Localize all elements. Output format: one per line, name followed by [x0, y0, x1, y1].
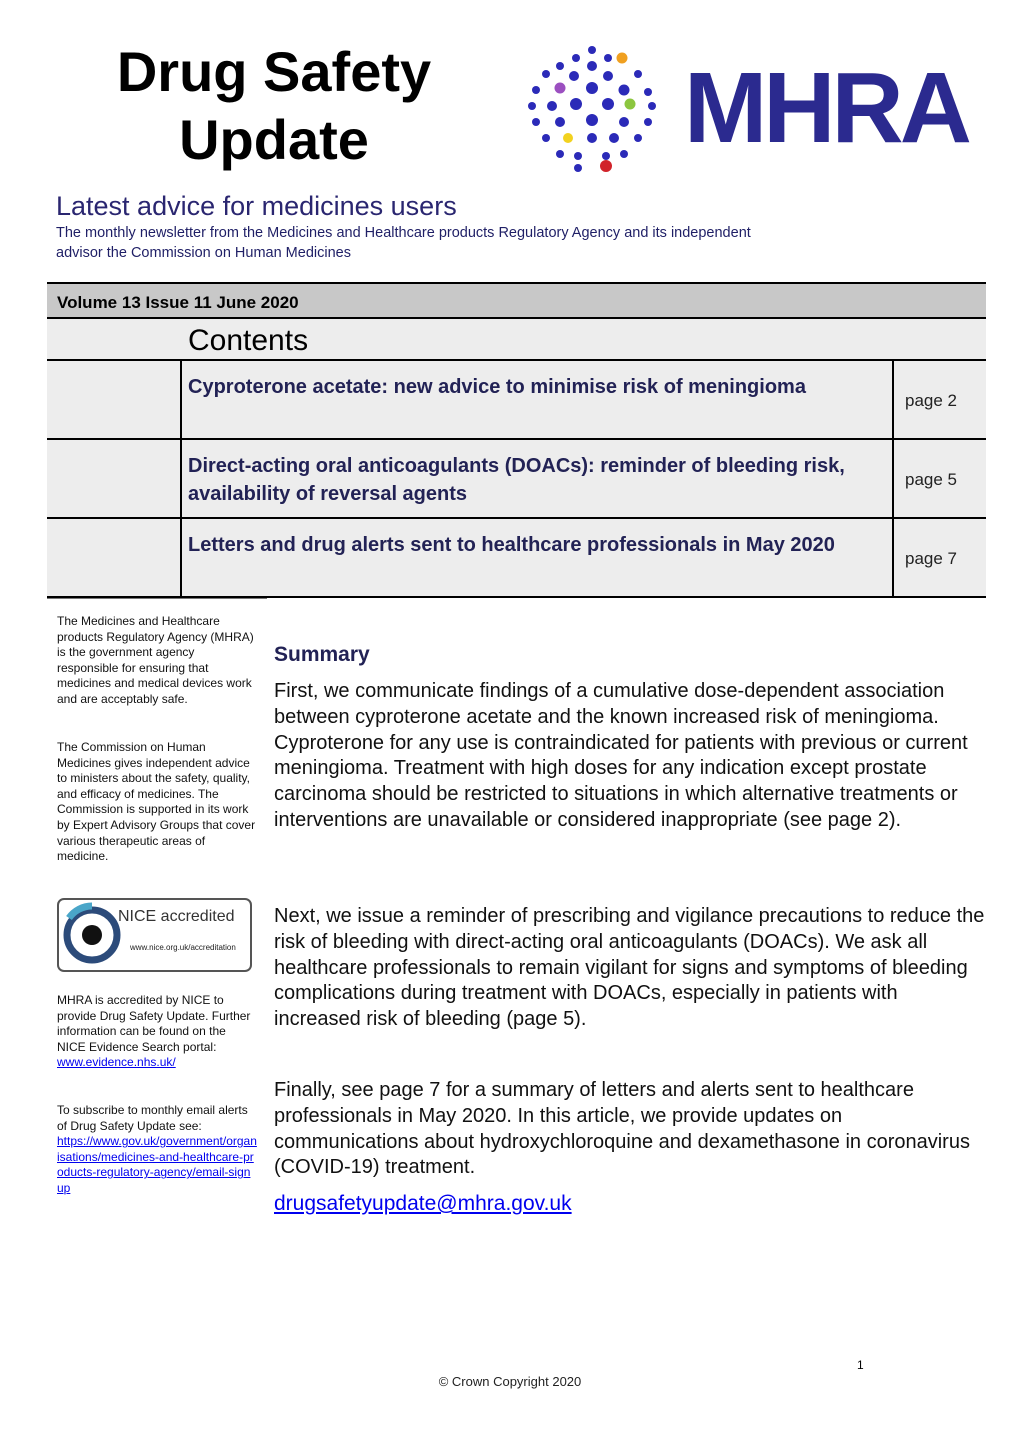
sidebar-mhra-about: The Medicines and Healthcare products Regulatory Agency (MHRA) is the government agency responsible for ensuring that medicines and medical devices work and are acceptably safe.: [57, 614, 254, 706]
toc-item-title[interactable]: Direct-acting oral anticoagulants (DOACs): reminder of bleeding risk, availability of reversal agents: [188, 455, 845, 505]
sidebar-subscribe: [57, 1103, 257, 1197]
summary-paragraph: Next, we issue a reminder of prescribing and vigilance precautions to reduce the risk of bleeding with direct-acting oral anticoagulants (DOACs). We ask all healthcare professionals to remain vigilant for signs and symptoms of bleeding complications during treatment with DOACs, especially in patients with increased risk of bleeding (page 5).: [274, 905, 985, 1031]
contents-header-row: [47, 319, 986, 361]
toc-row[interactable]: [47, 361, 986, 440]
summary-heading: Summary: [274, 643, 370, 666]
toc-item-title[interactable]: Cyproterone acetate: new advice to minimise risk of meningioma: [188, 376, 806, 398]
issue-banner: Volume 13 Issue 11 June 2020: [47, 282, 986, 319]
tagline: Latest advice for medicines users: [56, 191, 457, 221]
nice-badge-url: www.nice.org.uk/accreditation: [130, 943, 236, 952]
toc-item-title[interactable]: Letters and drug alerts sent to healthcare professionals in May 2020: [188, 534, 835, 556]
contact-email-link[interactable]: drugsafetyupdate@mhra.gov.uk: [274, 1192, 572, 1215]
mhra-logo-wordmark: MHRA: [684, 52, 968, 164]
subtitle: The monthly newsletter from the Medicines and Healthcare products Regulatory Agency and its independent advisor the Commission on Human Medicines: [56, 225, 751, 261]
page-number: 1: [857, 1358, 864, 1372]
contents-heading: Contents: [188, 324, 309, 357]
toc-row[interactable]: [47, 519, 986, 598]
sidebar-nice-info: [57, 993, 257, 1071]
copyright-footer: © Crown Copyright 2020: [438, 1374, 582, 1389]
toc-item-page: page 7: [905, 549, 957, 568]
page-title: Drug Safety Update: [116, 40, 432, 171]
nice-evidence-link[interactable]: www.evidence.nhs.uk/: [57, 1055, 176, 1070]
sidebar-divider: [47, 598, 267, 599]
summary-paragraph: Finally, see page 7 for a summary of letters and alerts sent to healthcare professionals in May 2020. In this article, we provide updates on communications about hydroxychloroquine and dexamethasone in coronavirus (COVID-19) treatment.: [274, 1079, 970, 1179]
nice-badge-text: NICE accredited: [118, 908, 235, 925]
toc-item-page: page 2: [905, 391, 957, 410]
subscribe-text: To subscribe to monthly email alerts of Drug Safety Update see:: [57, 1103, 248, 1133]
summary-paragraph: First, we communicate findings of a cumulative dose-dependent association between cyproterone acetate and the known increased risk of meningioma. Cyproterone for any use is contraindicated for patients with previous or current meningioma. Treatment with high doses for any indication except prostate carcinoma should be restricted to situations in which alternative treatments or interventions are unavailable or considered inappropriate (see page 2).: [274, 680, 968, 831]
toc-row[interactable]: [47, 440, 986, 519]
toc-item-page: page 5: [905, 470, 957, 489]
mhra-logo-dots: [526, 44, 658, 174]
sidebar-chm-about: The Commission on Human Medicines gives independent advice to ministers about the safety, quality, and efficacy of medicines. The Commission is supported in its work by Expert Advisory Groups that cover various therapeutic areas of medicine.: [57, 740, 256, 864]
nice-accreditation-text: MHRA is accredited by NICE to provide Drug Safety Update. Further information can be found on the NICE Evidence Search portal:: [57, 993, 251, 1054]
subscribe-link[interactable]: https://www.gov.uk/government/organisations/medicines-and-healthcare-products-regulatory-agency/email-signup: [57, 1134, 257, 1195]
